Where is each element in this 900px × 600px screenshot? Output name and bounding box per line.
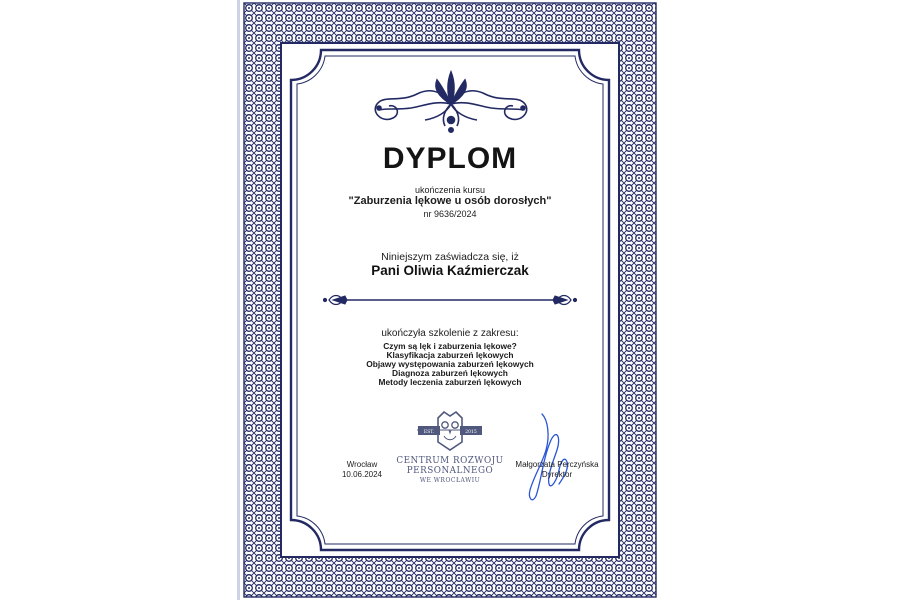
course-completion-label: ukończenia kursu xyxy=(414,185,486,195)
topic-item: Czym są lęk i zaburzenia lękowe? xyxy=(383,341,517,351)
logo-line-3: WE WROCŁAWIU xyxy=(419,477,481,484)
recipient-name: Pani Oliwia Kaźmierczak xyxy=(371,263,529,278)
signatory-name: Małgorzata Perczyńska xyxy=(515,460,599,469)
organization-logo xyxy=(395,456,505,485)
completed-training-label: ukończyła szkolenie z zakresu: xyxy=(381,328,519,339)
signatory-role: Dyrektor xyxy=(541,470,573,479)
logo-line-1: CENTRUM ROZWOJU xyxy=(396,456,504,466)
logo-line-2: PERSONALNEGO xyxy=(406,466,494,476)
diploma-certificate xyxy=(241,0,659,600)
topic-item: Klasyfikacja zaburzeń lękowych xyxy=(386,350,514,360)
page-edge xyxy=(237,0,240,600)
date: 10.06.2024 xyxy=(341,470,383,479)
logo-est-label: EST. xyxy=(423,430,435,435)
topics-list xyxy=(241,342,659,387)
certify-statement: Niniejszym zaświadcza się, iż xyxy=(381,251,519,263)
signatory-block xyxy=(507,460,607,480)
place: Wrocław xyxy=(346,460,378,469)
place-and-date xyxy=(322,460,402,480)
certificate-number: nr 9636/2024 xyxy=(423,209,477,219)
course-name: "Zaburzenia lękowe u osób dorosłych" xyxy=(348,195,552,207)
topic-item: Metody leczenia zaburzeń lękowych xyxy=(378,377,522,387)
topic-item: Objawy występowania zaburzeń lękowych xyxy=(366,359,534,369)
decorative-border xyxy=(241,0,659,600)
logo-year-label: 2015 xyxy=(465,430,477,435)
diploma-title: DYPLOM xyxy=(382,142,518,175)
topic-item: Diagnoza zaburzeń lękowych xyxy=(392,368,508,378)
